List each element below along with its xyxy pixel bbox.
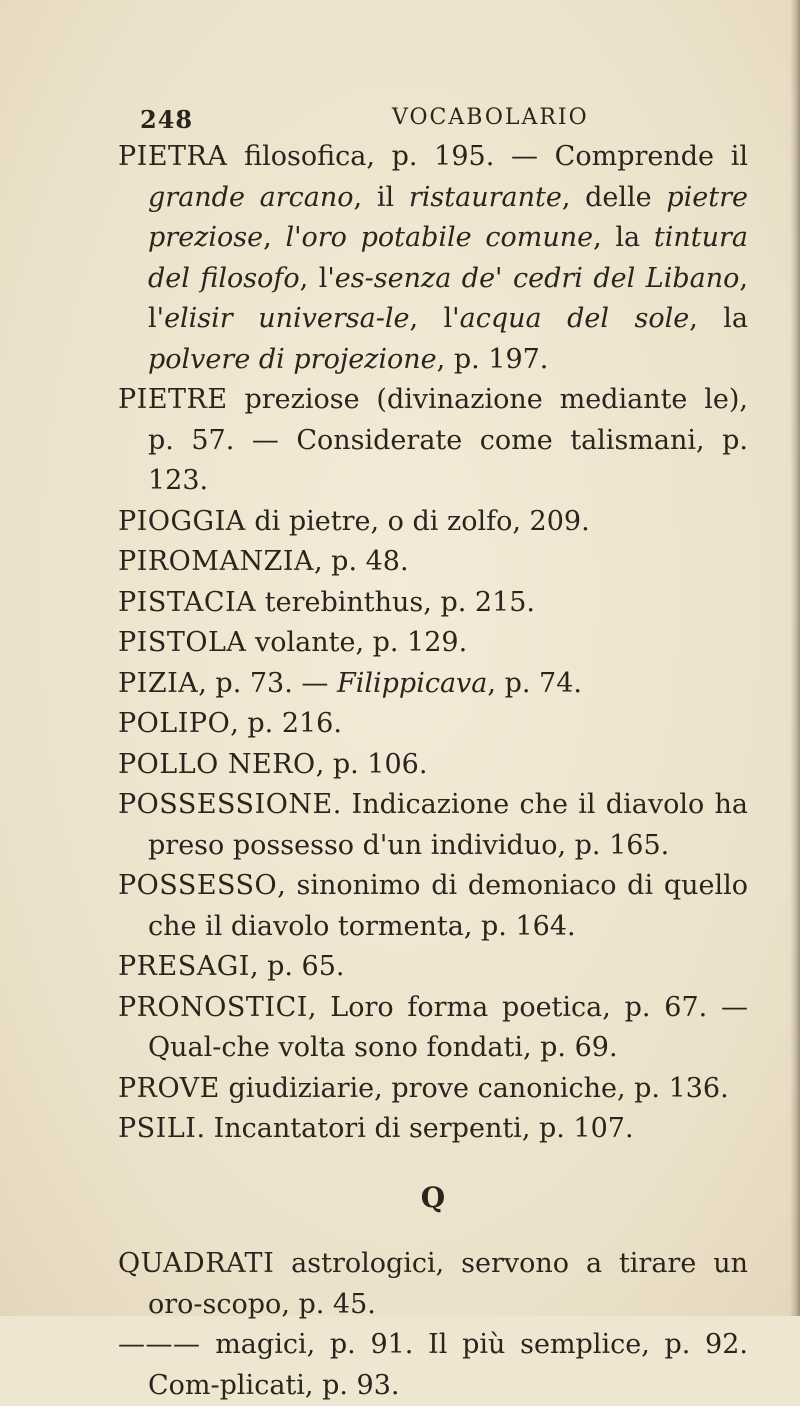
entry-text: , sinonimo di demoniaco di quello che il diavolo tormenta, p. 164. (148, 870, 748, 942)
entry-text: , la (689, 303, 748, 334)
entry-italic-text: l'oro potabile comune (285, 222, 594, 253)
entry-headword: PRESAGI (118, 951, 250, 982)
entry-text: , delle (561, 181, 667, 213)
entry-headword: POLLO NERO (118, 748, 316, 780)
entry-italic-text: es-senza de' cedri del Libano (334, 262, 740, 294)
vocabulary-entry (118, 1109, 748, 1150)
entry-italic-text: tintura del filosofo (148, 222, 748, 294)
entry-headword: POSSESSO (118, 870, 278, 901)
running-title: VOCABOLARIO (392, 105, 589, 130)
entry-text: volante, p. 129. (246, 627, 468, 658)
entry-headword: PIOGGIA (118, 505, 246, 537)
entry-text: filosofica, p. 195. — Comprende il (227, 141, 748, 172)
entry-text: magici, p. 91. Il più semplice, p. 92. Com-plicati, p. 93. (148, 1329, 748, 1401)
vocabulary-entry (118, 664, 748, 705)
entry-text: , p. 73. — (198, 667, 337, 699)
page-header (140, 105, 740, 135)
entry-text: preziose (divinazione mediante le), p. 57. — Considerate come talismani, p. 123. (148, 384, 748, 496)
entries-letter-p (118, 137, 748, 1150)
entry-text: . Incantatori di serpenti, p. 107. (196, 1113, 634, 1144)
entry-text: , p. 106. (315, 748, 428, 780)
entry-headword: PISTACIA (118, 586, 257, 618)
section-letter: Q (420, 1180, 446, 1214)
vocabulary-entry (118, 1069, 748, 1110)
entry-headword: PIETRE (118, 384, 228, 415)
entry-headword: PIZIA (118, 667, 199, 699)
entry-text: , il (353, 181, 409, 213)
vocabulary-entry (118, 866, 748, 947)
entry-italic-text: acqua del sole (459, 303, 690, 334)
entry-italic-text: polvere di projezione (148, 343, 437, 375)
entry-italic-text: ristaurante (408, 181, 562, 213)
entry-headword: POLIPO (118, 708, 231, 739)
entry-headword: QUADRATI (118, 1248, 275, 1279)
entry-italic-text: elisir universa-le (164, 303, 410, 334)
entry-italic-text: Filippicava (336, 667, 488, 699)
entry-headword: PIROMANZIA (118, 546, 314, 577)
vocabulary-entry (118, 542, 748, 583)
entries-letter-q (118, 1244, 748, 1406)
vocabulary-entry (118, 1244, 748, 1325)
vocabulary-entry (118, 502, 748, 543)
vocabulary-entries (118, 137, 748, 1406)
vocabulary-entry (118, 1325, 748, 1406)
entry-text: , la (593, 222, 654, 253)
entry-text: , Loro forma poetica, p. 67. — Qual-che volta sono fondati, p. 69. (148, 991, 748, 1063)
vocabulary-entry (118, 785, 748, 866)
page-edge-shadow (790, 0, 800, 1316)
vocabulary-entry (118, 623, 748, 664)
entry-text: , p. 74. (487, 667, 582, 699)
entry-text: astrologici, servono a tirare un oro-scopo, p. 45. (148, 1248, 748, 1320)
vocabulary-entry (118, 947, 748, 988)
vocabulary-entry (118, 704, 748, 745)
entry-headword: PROVE (118, 1072, 220, 1104)
entry-headword: PRONOSTICI (118, 991, 308, 1023)
entry-text: terebinthus, p. 215. (256, 586, 536, 618)
entry-headword: PIETRA (118, 141, 228, 172)
vocabulary-entry (118, 745, 748, 786)
page-number: 248 (140, 105, 194, 134)
entry-text: , p. 197. (436, 343, 549, 375)
entry-headword: PSILI (118, 1113, 197, 1144)
vocabulary-entry (118, 137, 748, 380)
entry-headword: ——— (118, 1329, 201, 1360)
vocabulary-entry (118, 583, 748, 624)
entry-text: , (263, 222, 286, 253)
entry-headword: PISTOLA (118, 627, 247, 658)
entry-text: . Indicazione che il diavolo ha preso possesso d'un individuo, p. 165. (148, 789, 748, 861)
entry-italic-text: pietre preziose (148, 181, 748, 253)
entry-text: , p. 48. (314, 546, 409, 577)
entry-italic-text: grande arcano (148, 181, 354, 213)
entry-headword: POSSESSIONE (118, 789, 333, 820)
entry-text: , l' (148, 262, 748, 334)
entry-text: , p. 65. (249, 951, 345, 982)
entry-text: , p. 216. (230, 708, 342, 739)
entry-text: giudiziarie, prove canoniche, p. 136. (219, 1072, 729, 1104)
entry-text: , l' (409, 303, 460, 334)
entry-text: , l' (299, 262, 335, 294)
vocabulary-entry (118, 988, 748, 1069)
vocabulary-entry (118, 380, 748, 502)
entry-text: di pietre, o di zolfo, 209. (245, 505, 590, 537)
